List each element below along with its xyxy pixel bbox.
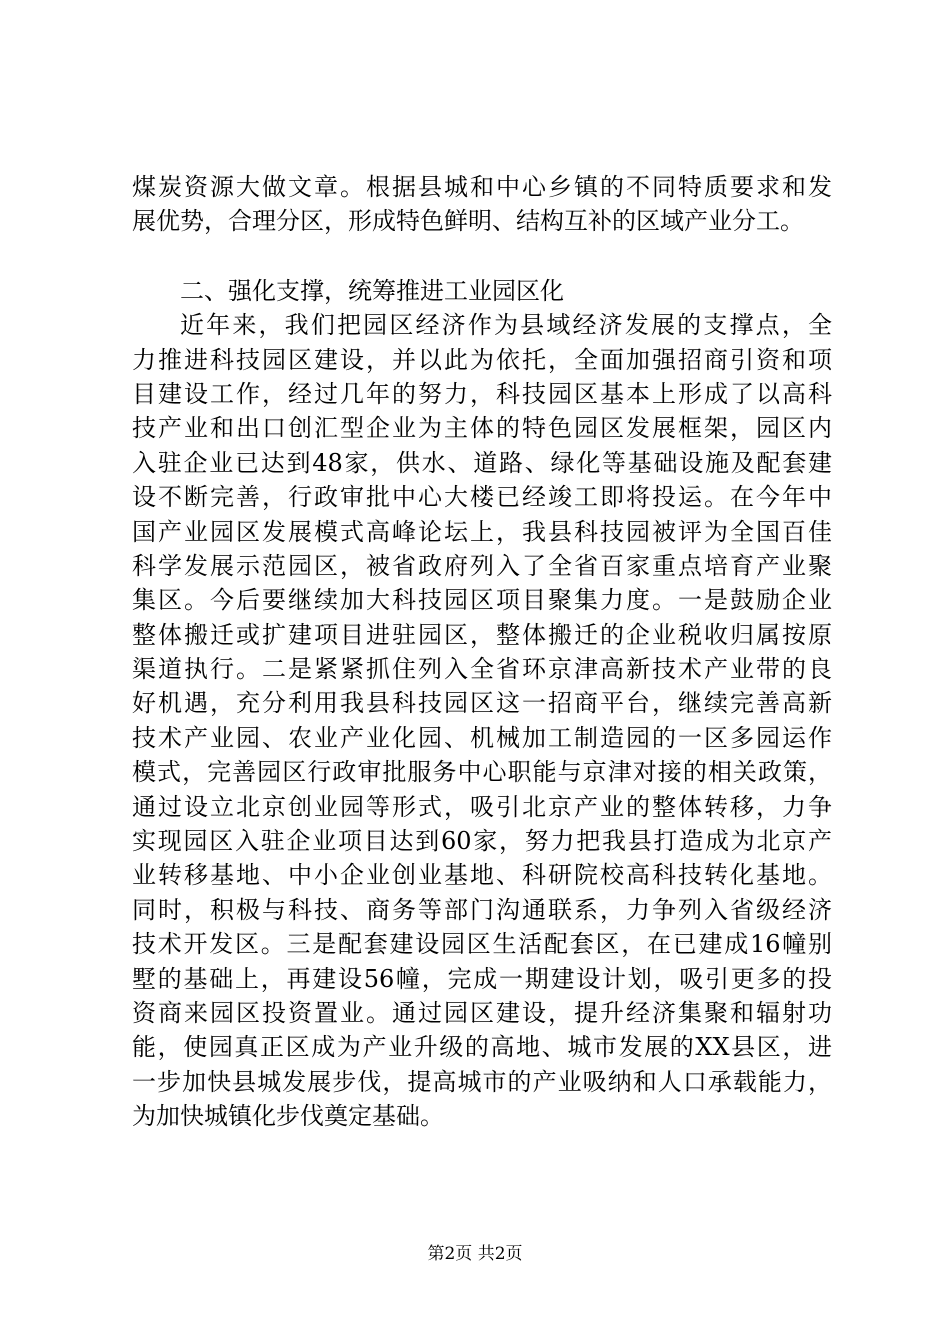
paragraph-gap <box>132 239 832 274</box>
body-line: 技产业和出口创汇型企业为主体的特色园区发展框架，园区内 <box>132 414 832 443</box>
body-line: 通过设立北京创业园等形式，吸引北京产业的整体转移，力争 <box>132 792 832 821</box>
body-line: 入驻企业已达到48家，供水、道路、绿化等基础设施及配套建 <box>132 448 832 477</box>
body-line: 技术开发区。三是配套建设园区生活配套区，在已建成16幢别 <box>132 930 832 959</box>
body-line: 力推进科技园区建设，并以此为依托，全面加强招商引资和项 <box>132 345 832 374</box>
body-line: 目建设工作，经过几年的努力，科技园区基本上形成了以高科 <box>132 379 832 408</box>
body-line: 整体搬迁或扩建项目进驻园区，整体搬迁的企业税收归属按原 <box>132 620 832 649</box>
page-number-footer: 第2页 共2页 <box>427 1244 523 1264</box>
body-line: 近年来，我们把园区经济作为县域经济发展的支撑点，全 <box>180 311 832 340</box>
intro-line-2: 展优势，合理分区，形成特色鲜明、结构互补的区域产业分工。 <box>132 207 804 236</box>
body-line: 渠道执行。二是紧紧抓住列入全省环京津高新技术产业带的良 <box>132 655 832 684</box>
body-line: 科学发展示范园区，被省政府列入了全省百家重点培育产业聚 <box>132 551 832 580</box>
body-line: 设不断完善，行政审批中心大楼已经竣工即将投运。在今年中 <box>132 483 832 512</box>
body-line-last: 为加快城镇化步伐奠定基础。 <box>132 1102 444 1131</box>
document-body <box>132 170 832 1134</box>
body-line: 国产业园区发展模式高峰论坛上，我县科技园被评为全国百佳 <box>132 517 832 546</box>
body-line: 业转移基地、中小企业创业基地、科研院校高科技转化基地。 <box>132 861 832 890</box>
body-line: 能，使园真正区成为产业升级的高地、城市发展的XX县区，进 <box>132 1033 832 1062</box>
section-heading: 二、强化支撑，统筹推进工业园区化 <box>180 276 564 305</box>
body-line: 实现园区入驻企业项目达到60家，努力把我县打造成为北京产 <box>132 827 832 856</box>
body-line: 技术产业园、农业产业化园、机械加工制造园的一区多园运作 <box>132 723 832 752</box>
intro-line-1: 煤炭资源大做文章。根据县城和中心乡镇的不同特质要求和发 <box>132 173 832 201</box>
body-line: 好机遇，充分利用我县科技园区这一招商平台，继续完善高新 <box>132 689 832 718</box>
body-line: 同时，积极与科技、商务等部门沟通联系，力争列入省级经济 <box>132 895 832 924</box>
body-line: 墅的基础上，再建设56幢，完成一期建设计划，吸引更多的投 <box>132 964 832 993</box>
body-line: 集区。今后要继续加大科技园区项目聚集力度。一是鼓励企业 <box>132 586 832 615</box>
body-line: 资商来园区投资置业。通过园区建设，提升经济集聚和辐射功 <box>132 998 832 1027</box>
body-line: 模式，完善园区行政审批服务中心职能与京津对接的相关政策， <box>132 758 832 787</box>
body-line: 一步加快县城发展步伐，提高城市的产业吸纳和人口承载能力， <box>132 1067 832 1096</box>
